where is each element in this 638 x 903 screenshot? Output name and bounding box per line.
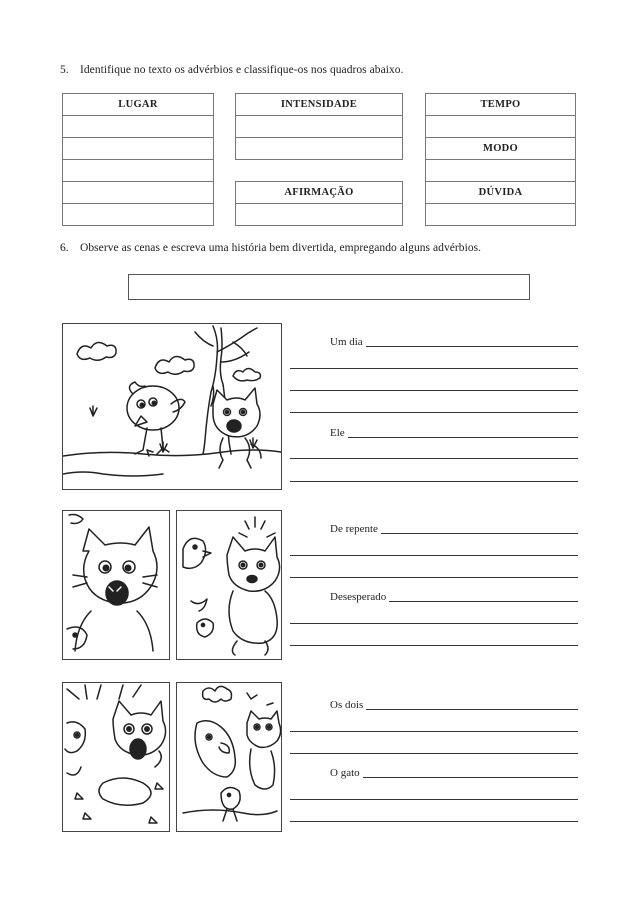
scene-4-drawing — [63, 683, 169, 831]
scene-5-drawing — [177, 683, 281, 831]
scene-chick-hides-illustration — [176, 510, 282, 660]
scene-cat-approaches-illustration — [62, 510, 170, 660]
question-number: 5. — [60, 64, 69, 76]
prompt-text: Um dia — [330, 336, 363, 348]
table-intensidade — [235, 93, 403, 160]
answer-cell[interactable] — [63, 160, 214, 182]
prompt-text: Desesperado — [330, 591, 387, 603]
writing-line[interactable] — [290, 577, 578, 578]
table-afirmacao — [235, 181, 403, 226]
answer-cell[interactable] — [426, 204, 576, 226]
question-5 — [60, 64, 404, 76]
table-header-intensidade: INTENSIDADE — [236, 94, 403, 116]
writing-area-3 — [290, 697, 578, 827]
answer-cell[interactable] — [63, 182, 214, 204]
table-header-modo: MODO — [426, 138, 576, 160]
story-title-box[interactable] — [128, 274, 530, 300]
prompt-line[interactable] — [330, 765, 578, 779]
table-header-lugar: LUGAR — [63, 94, 214, 116]
scene-rooster-rescues-illustration — [176, 682, 282, 832]
answer-cell[interactable] — [63, 138, 214, 160]
prompt-line[interactable] — [330, 425, 578, 439]
prompt-line[interactable] — [330, 697, 578, 711]
question-number: 6. — [60, 242, 69, 254]
scene-2-drawing — [63, 511, 169, 659]
writing-line[interactable] — [290, 753, 578, 754]
prompt-text: Os dois — [330, 699, 364, 711]
writing-area-2 — [290, 521, 578, 661]
answer-cell[interactable] — [236, 204, 403, 226]
table-header-afirmacao: AFIRMAÇÃO — [236, 182, 403, 204]
table-tempo-modo-duvida — [425, 93, 576, 226]
writing-line[interactable] — [290, 731, 578, 732]
answer-cell[interactable] — [236, 138, 403, 160]
writing-line[interactable] — [290, 821, 578, 822]
prompt-text: Ele — [330, 427, 345, 439]
answer-cell[interactable] — [236, 116, 403, 138]
prompt-line[interactable] — [330, 521, 578, 535]
scene-cat-startled-illustration — [62, 682, 170, 832]
writing-area-1 — [290, 334, 578, 488]
writing-line[interactable] — [290, 412, 578, 413]
writing-line[interactable] — [290, 390, 578, 391]
writing-line[interactable] — [290, 623, 578, 624]
answer-cell[interactable] — [426, 116, 576, 138]
answer-cell[interactable] — [63, 204, 214, 226]
scene-3-drawing — [177, 511, 281, 659]
question-text: Identifique no texto os advérbios e classifique-os nos quadros abaixo. — [80, 64, 404, 76]
scene-chick-and-cat-illustration — [62, 323, 282, 490]
writing-line[interactable] — [290, 481, 578, 482]
prompt-line[interactable] — [330, 589, 578, 603]
answer-cell[interactable] — [426, 160, 576, 182]
table-header-duvida: DÚVIDA — [426, 182, 576, 204]
table-header-tempo: TEMPO — [426, 94, 576, 116]
prompt-text: O gato — [330, 767, 360, 779]
writing-line[interactable] — [290, 458, 578, 459]
question-text: Observe as cenas e escreva uma história bem divertida, empregando alguns advérbios. — [80, 242, 482, 254]
prompt-line[interactable] — [330, 334, 578, 348]
prompt-text: De repente — [330, 523, 378, 535]
writing-line[interactable] — [290, 555, 578, 556]
writing-line[interactable] — [290, 645, 578, 646]
answer-cell[interactable] — [63, 116, 214, 138]
writing-line[interactable] — [290, 799, 578, 800]
writing-line[interactable] — [290, 368, 578, 369]
question-6 — [60, 242, 481, 254]
table-lugar — [62, 93, 214, 226]
scene-1-drawing — [63, 324, 281, 489]
